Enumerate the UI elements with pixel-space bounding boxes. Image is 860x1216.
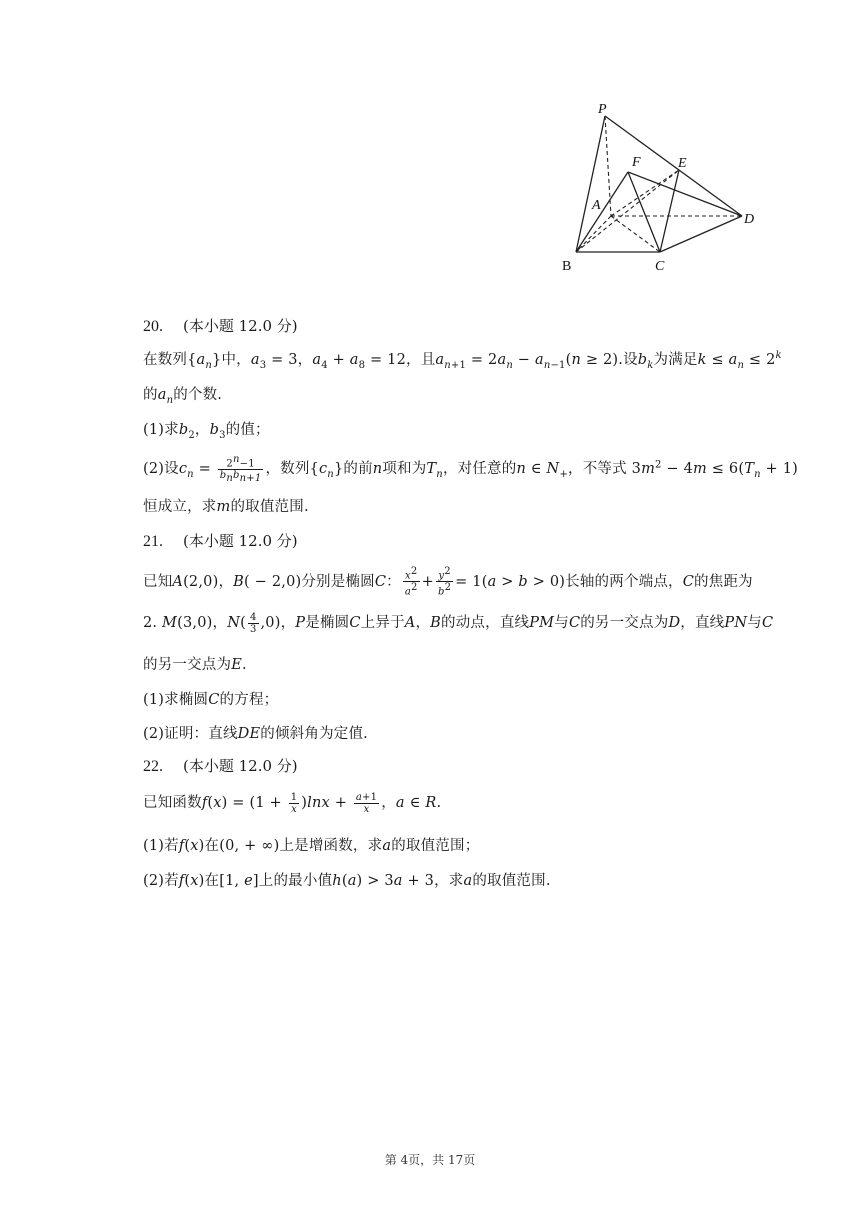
q22-line1: 已知函数f(x) = (1 + $\frac{1}{x}$ )lnx + $\frac{a+1}{x}$ ，a ∈ R. [143,791,442,815]
q21-number: 21. [143,533,163,550]
edge-pb [576,116,605,252]
q20-part1: (1)求$b_2$，$b_3$的值； [143,422,270,441]
q20-line2: 的$a_n$的个数. [143,387,223,406]
q21-part1: (1)求椭圆C的方程； [143,692,279,708]
q21-part2: (2)证明：直线DE的倾斜角为定值. [143,726,368,742]
q20-part2: (2)设$c_n$ = $\frac{2^n-1}{b_nb_{n+1}}$ ，数列$\{c_n\}$的前n项和为$T_n$，对任意的n ∈ $N_+$，不等式 $3m^2 - 4m \le 6(T_n + 1)$ [143,454,798,485]
q22-number: 22. [143,758,163,775]
q20-heading [143,315,298,336]
edge-ae [611,170,679,216]
edge-fc [628,172,660,252]
page-footer: 第 4页，共 17页 [384,1153,476,1167]
q20-score: (本小题 12.0 分) [183,317,298,335]
q21-line3: 的另一交点为E. [143,657,247,673]
label-d: D [744,212,755,227]
edge-pd [605,116,742,216]
q20-line1: 在数列$\{a_n\}$中，$a_3 = 3$，$a_4 + a_8 = 12$，且$a_{n+1} = 2a_n - a_{n-1}(n \ge 2)$.设$b_k$为满足$k \le a_n \le 2^k$ [143,350,782,371]
edge-pa [605,116,611,216]
label-p: P [598,102,607,117]
label-f: F [632,155,641,170]
q20-part2-cont: 恒成立，求m的取值范围. [143,499,309,515]
q21-line2: 2. M(3,0)，N( $\frac{4}{3}$ ,0)，P是椭圆C上异于A，B的动点，直线PM与C的另一交点为D，直线PN与C [143,611,774,635]
edge-fd [628,172,742,216]
q22-part2: (2)若f(x)在[1, e]上的最小值h(a) > 3a + 3，求a的取值范围. [143,873,551,889]
q22-heading [143,755,298,776]
label-b: B [562,259,572,274]
q20-number: 20. [143,318,163,335]
edge-ab [576,216,611,252]
q22-score: (本小题 12.0 分) [183,757,298,775]
q21-heading [143,530,298,551]
edge-ce [660,170,679,252]
q21-line1: 已知A(2,0)，B( − 2,0)分别是椭圆C： $\frac{x^2}{a^2}$ + $\frac{y^2}{b^2}$ = 1(a > b > 0)长轴的两个端点，C的焦距为 [143,566,753,598]
label-a: A [592,198,601,213]
edge-bf [576,172,628,252]
label-e: E [678,156,687,171]
q22-part1: (1)若f(x)在(0, + ∞)上是增函数，求a的取值范围； [143,838,480,854]
edge-cd [660,216,742,252]
pyramid-figure [560,100,770,280]
label-c: C [655,259,665,274]
q21-score: (本小题 12.0 分) [183,532,298,550]
